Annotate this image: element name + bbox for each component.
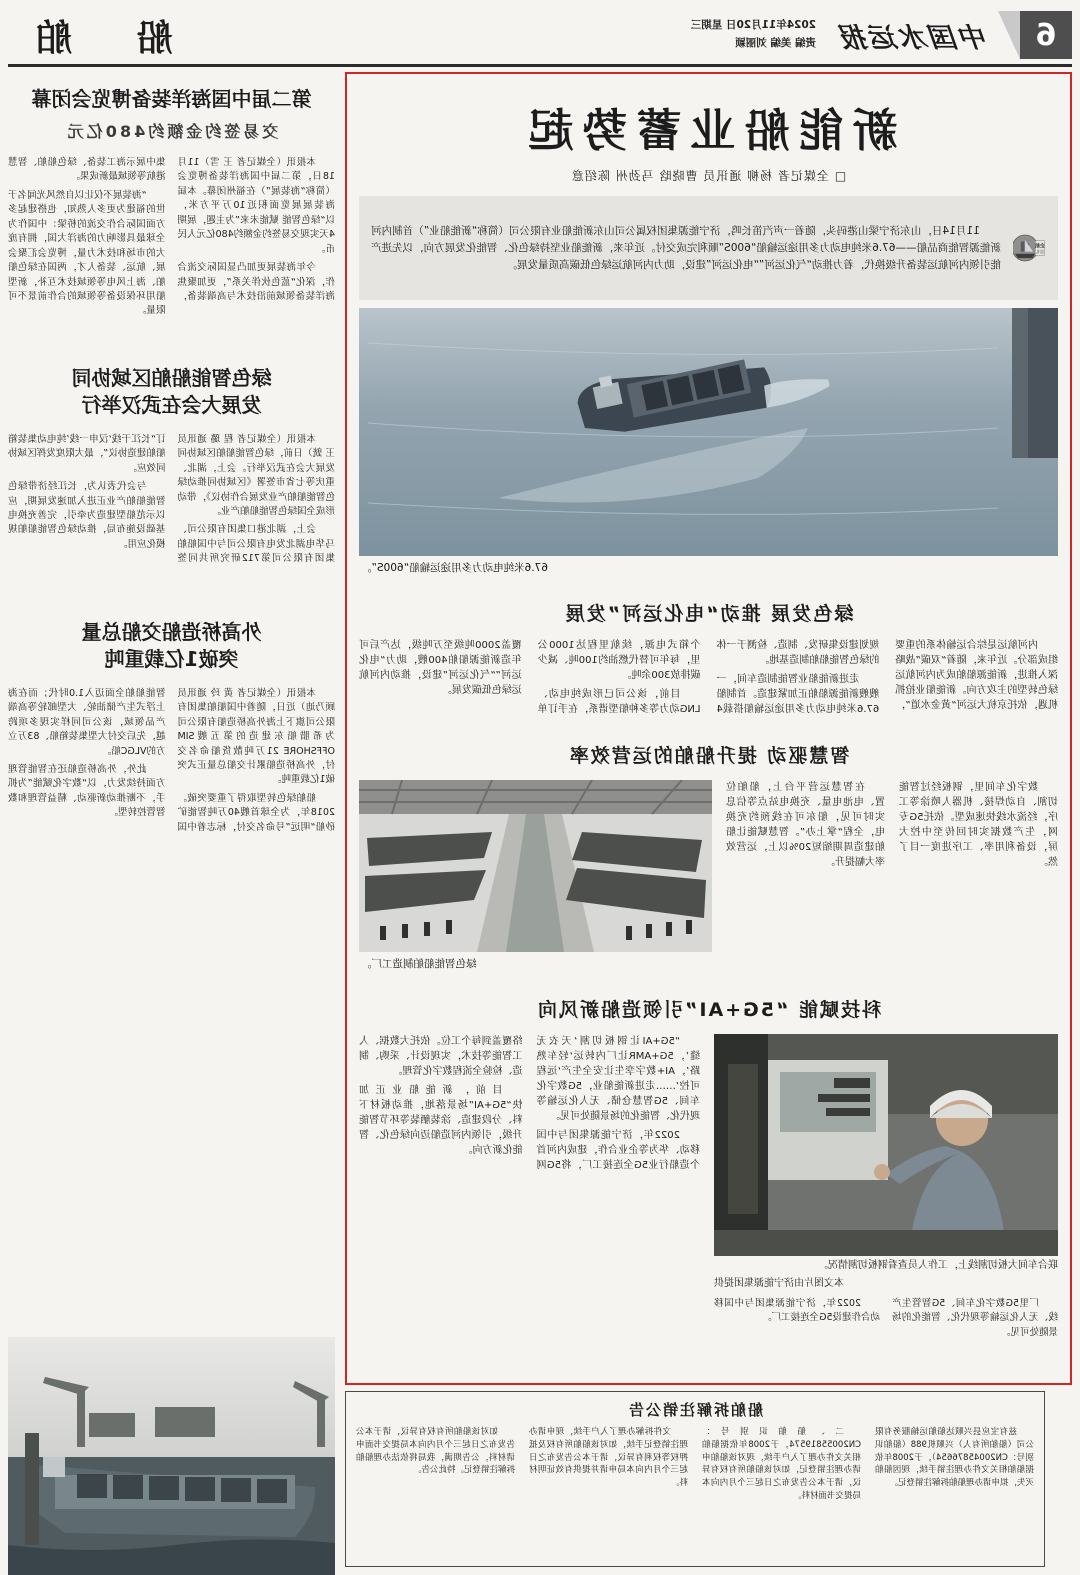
title-line: 外高桥造船交船总量 (81, 619, 262, 644)
worker-photo-caption: 联合车间大板切割线上，工作人员查看钢板切割情况。 (818, 1260, 1058, 1271)
paragraph: 本报讯（全媒记者 王 雪）11月18日，第二届中国海洋装备博览会（简称“海装展”）在福州闭幕。本届海装展展览面积近10万平方米，以“绿色智能 赋能未来”为主题，展期4天实现交易签约金额约480亿元人民币。 (177, 157, 335, 255)
paragraph: 今年海装展更加凸显国际交流合作，深化“蓝色伙伴关系”，更加聚焦海洋装备领域前沿技术与高端装备，集中展示海工装备、绿色船舶、智慧港航等领域最新成果。 (8, 157, 335, 302)
column-badge-icon (1013, 206, 1046, 290)
paragraph: “5G+AI让钢板切割‘天衣无缝’，5G+AMR让厂内转运‘轻车熟路’，AI+数字孪生让安全生产‘远程可控’……走进新能船业，5G数字化车间、5G智慧仓储、无人化运输等现代化、智能化的场景随处可见。 (536, 1036, 700, 1122)
article2-body (8, 433, 335, 567)
editor-line: 责编 美编 刘丽颖 (735, 37, 816, 49)
ship-photo-caption: 67.6米纯电动力多用途运输船“600S”。 (361, 562, 548, 574)
section3-body (359, 1034, 700, 1340)
article3-body (8, 687, 335, 835)
feature-article-box (345, 72, 1072, 1385)
factory-photo (359, 780, 712, 952)
paragraph: 走进新能船业智能制造车间，一艘艘新能源船舶正加紧建造。首制船67.6米纯电动力多用途运输船搭载4个箱式电源，续航里程达1000公里，每年可替代燃油约100吨、减少碳排放300余吨。 (537, 640, 880, 715)
ship-photo (359, 308, 1058, 556)
title-line: 发展大会在武汉举行 (81, 392, 262, 417)
paragraph: 船舶绿色转型取得了重要突破。2018年，为全球首艘40万吨智能矿砂船“明远”号命名交付，标志着中国智能船舶全面迈入1.0时代；而在海上浮式生产储油轮、大型邮轮等高端产品领域，该公司同样实现多项跨越，先后交付大型集装箱船、83万立方的VLGC船。 (8, 687, 335, 833)
paragraph: 与会代表认为，长江经济带绿色智能船舶产业正进入加速发展期，应以示范船型建造为牵引，完善充换电基础设施布局，推动绿色智能船舶规模化应用。 (8, 481, 166, 550)
section-label: 船 舶 (10, 17, 173, 59)
notice-column-text: 二、船舶识别号：CN20055819574，于2008年依据船舶相关文件办理了入户手续，现对该船舶申请办理注销登记，如对该船舶所有权有异议，请于本公告发布之日起三个月内向本局提交书面材料。 (702, 1427, 861, 1501)
paragraph: “海装展不仅让以自然风光闻名于世的福建为更多人熟知，也搭建起多方面国际合作交流的桥梁：中国作为全球最具影响力的海洋大国，拥有庞大的市场和技术力量，博览会汇聚会展、航运、装备人才，两国在绿色船舶、海上风电等领域技术互补，新型船用环保设备等领域的合作前景不可限量。 (8, 189, 166, 317)
svg-text:巡礼: 巡礼 (1035, 249, 1044, 255)
paragraph: 会上，湖北港口集团有限公司、马华电湖北发电有限公司与中国船舶集团有限公司第712研究所共同签订“长江干线‘汉申一线’纯电动集装箱船舶建造协议”，最大限度发挥区域协同效应。 (8, 433, 335, 565)
paragraph: 本报讯（全媒记者 黄 玲 通讯员 顾乃迪）近日，随着中国船舶集团有限公司旗下上海外高桥造船有限公司为希腊船东建造的第五艘SIM OFFSHORE 21万吨散货船命名交付，外高桥造船累计交船总量正式突破1亿载重吨。 (177, 687, 335, 786)
page-header (8, 6, 1072, 67)
side-article-3 (8, 619, 335, 835)
masthead-logo: 中国水运报 (836, 22, 990, 54)
worker-photo-wrap (714, 1034, 1058, 1340)
section2-body (726, 780, 1058, 971)
factory-photo-caption: 绿色智能船舶制造工厂。 (361, 958, 477, 970)
feature-byline: □ 全媒记者 杨柳 通讯员 曹晓晗 马劲州 陈绍意 (570, 169, 847, 183)
paragraph: 目前，该公司已形成纯电动、LNG动力等多种船型谱系，在手订单覆盖2000吨级至万吨级，达产后可年造新能源船舶400艘，助力“电化运河”“气化运河”建设，推动内河航运绿色低碳发展。 (359, 640, 701, 715)
page-number-box (1020, 11, 1072, 59)
date-block (691, 17, 816, 53)
section2-band (359, 780, 1058, 971)
title-line: 绿色智能船舶区域协同 (71, 365, 272, 390)
article1-title: 第二届中国海洋装备博览会闭幕 (31, 87, 312, 111)
article3-title (8, 619, 335, 673)
notice-body (356, 1426, 1034, 1503)
side-article-2 (8, 365, 335, 567)
notice-column-text: 兹有宝应县兴顺达船舶运输服务有限公司（船舶所有人）兴顺机988（船舶识别号：CN20045876654），于2008年依据船舶相关文件办理注销手续，现因船舶灭失，拟申请办理船舶拆解注销登记。 (875, 1427, 1034, 1488)
paragraph: 数字化车间里，钢板经过智能切割、自动焊接、机器人喷涂等工序，经流水线快速成型。依托5G专网，生产数据实时回传至中控大屏，设备利用率、工序进度一目了然。 (899, 782, 1058, 868)
page-number-wedge (998, 11, 1020, 59)
feature-lead-box (359, 196, 1058, 300)
paragraph: 此外，外高桥造船还在智能管理方面持续发力，以“数字化赋能”为抓手，不断推动新驱动、精益管理和数智管控转型。 (8, 763, 166, 819)
side-article-1 (8, 86, 335, 319)
article2-title (8, 365, 335, 419)
feature-headline: 新能船业蓄势起 (519, 104, 898, 157)
paragraph: 目前，新能船业正加快“5G+AI”场景落地，推动板材下料、分段建造、涂装舾装等环节智能升级，引领内河造船迈向绿色化、智能化新方向。 (359, 1085, 523, 1156)
section1-heading: 绿色发展 推动“电化运河”发展 (563, 603, 854, 625)
title-line: 突破1亿载重吨 (104, 646, 239, 671)
notice-box (345, 1391, 1045, 1567)
paragraph: 本报讯（全媒记者 程 璐 通讯员 王 皝）日前，绿色智能船舶区域协同发展大会在武汉举行。会上，湖北、重庆等七省市签署《区域协同推动绿色智能船舶产业发展合作协议》，带动形成全国绿色智能船舶产业。 (177, 433, 335, 517)
section3-band (359, 1034, 1058, 1340)
side-column (8, 86, 335, 835)
section2-heading: 智慧驱动 提升船舶的运营效率 (567, 745, 850, 767)
paragraph: 在智慧运营平台上，船舶位置、电池电量、充换电站点等信息实时可见，船东可在线预约充换电，全程“掌上办”。智慧赋能让船舶建造周期缩短20%以上，运营效率大幅提升。 (726, 782, 885, 868)
section3-mini-body (714, 1297, 1058, 1340)
paragraph: 内河航运是综合运输体系的重要组成部分。近年来，随着“双碳”战略深入推进，新能源船舶成为内河航运绿色转型的主攻方向。新能船业抢抓机遇，依托京杭大运河“黄金水道”，规划建设集研发、制造、检测于一体的绿色智能船舶制造基地。 (716, 640, 1058, 711)
article1-body (8, 156, 335, 319)
notice-column-text: 文件拆解办理了入户手续，现申请办理注销登记手续，如对该船舶所有权及抵押权等权利有异议，请于本公告发布之日起三个月内向本局申请并提供有效证明材料。 (529, 1427, 688, 1488)
svg-text:企航: 企航 (1034, 243, 1045, 250)
paragraph: 2022年，济宁能源集团与中国移动、华为等企业合作，建成内河首个造船行业5G全连接工厂，将5G网络覆盖到每个工位。依托大数据、人工智能等技术，实现设计、采购、制造、检验全流程数字化管理。 (359, 1036, 700, 1171)
photo-credit: 本文图片由济宁能源集团提供 (714, 1277, 844, 1289)
factory-photo-wrap (359, 780, 712, 971)
section3-heading: 科技赋能 “5G+AI”引领造船新风向 (535, 999, 882, 1021)
section1-body (359, 638, 1058, 717)
date-line: 2024年11月20日 星期三 (690, 19, 816, 32)
notice-column-text: 如对该船舶所有权有异议，请于本公告发布之日起三个月内向本局提交书面申请材料，公告期满，我局将依法办理船舶拆解注销登记。特此公告。 (356, 1427, 515, 1476)
article1-subtitle: 交易签约金额约480亿元 (64, 122, 279, 141)
notice-title: 船舶拆解注销公告 (627, 1401, 764, 1419)
shipyard-photo (8, 1337, 335, 1575)
worker-photo (714, 1034, 1058, 1256)
feature-lead-paragraph: 11月14日，山东济宁梁山港码头，随着一声汽笛长鸣，济宁能源集团权属公司山东新能船业有限公司（简称“新能船业”）首制内河新能源智能商品船——67.6米纯电动力多用途运输船“600S”顺利完成交付。近年来，新能船业坚持绿色化、智能化发展方向，以先进产能引领内河航运装备升级换代，着力推动“气化运河”“电化运河”建设，助力内河航运绿色低碳高质量发展。 (371, 224, 1001, 271)
page-number: 6 (1035, 17, 1057, 53)
paragraph: 厂里5G数字化车间、5G智管生产线、无人化运输等现代化、智能化的场景随处可见。 (892, 1298, 1058, 1338)
paragraph: 2022年，济宁能源集团与中国移动合作建设5G全连接工厂。 (714, 1298, 880, 1324)
